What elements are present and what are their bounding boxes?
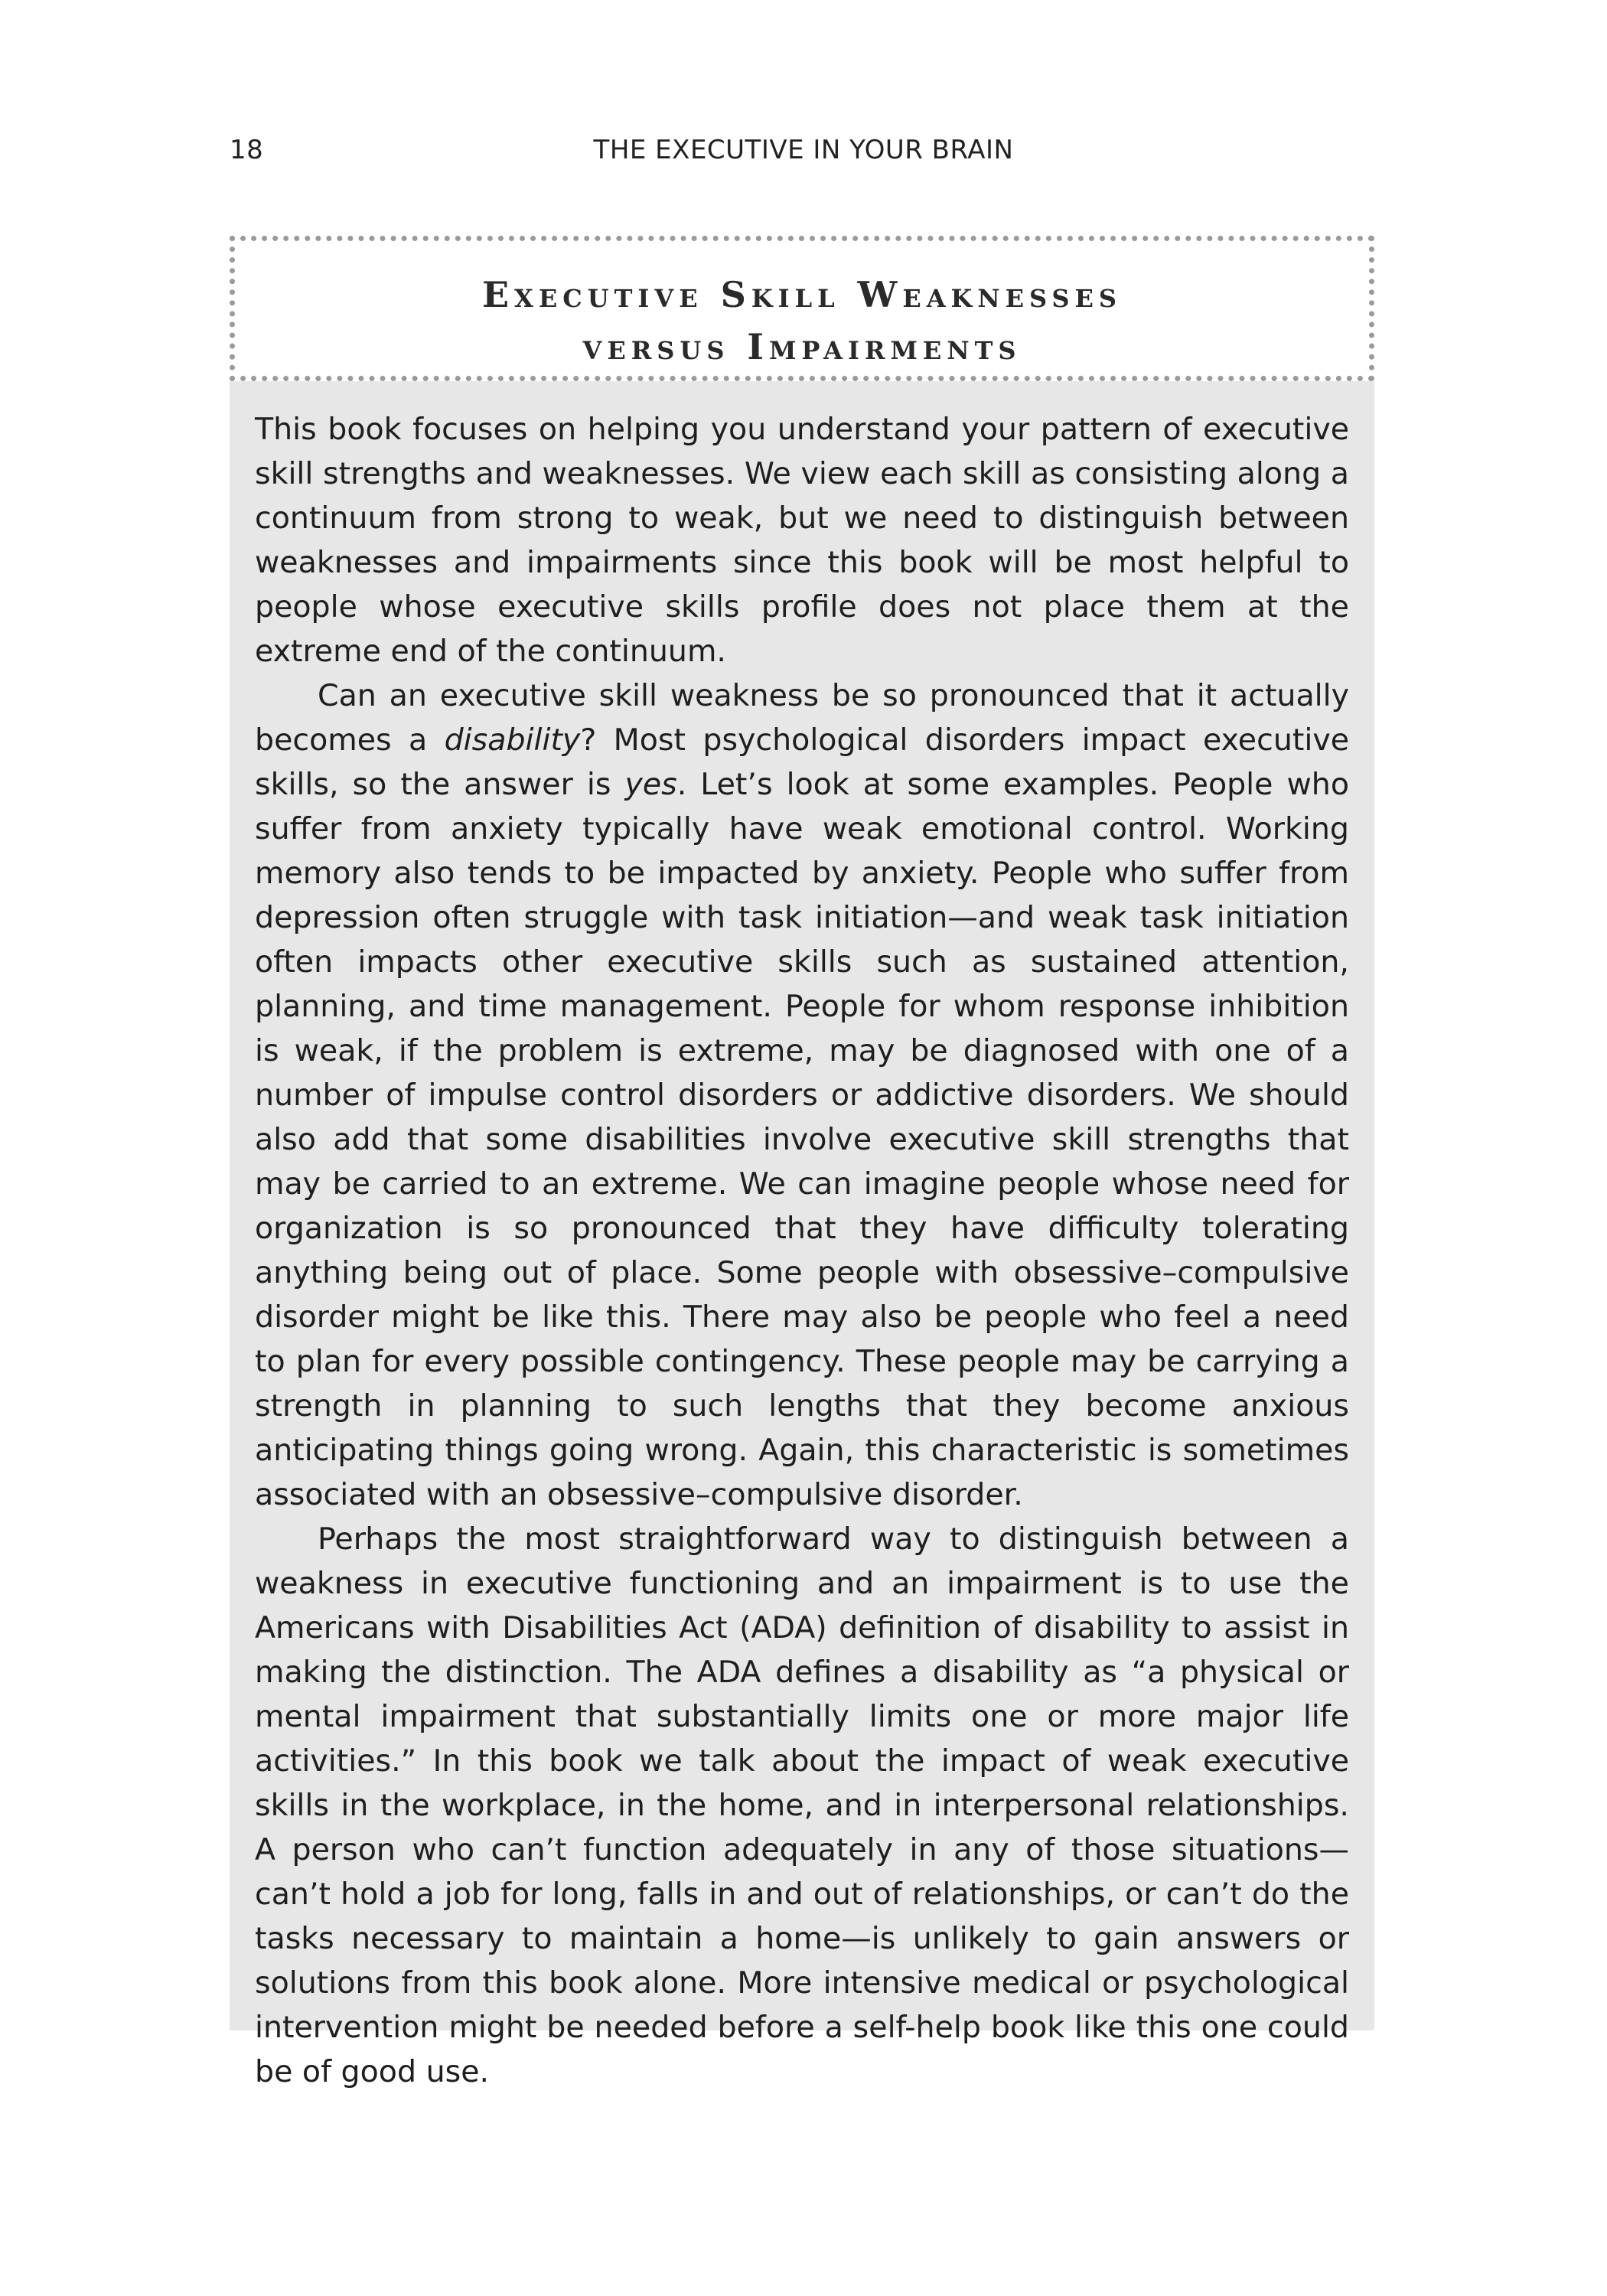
sidebar-header [230,236,1374,381]
sidebar-box [230,236,1374,2089]
sidebar-body [255,407,1349,2094]
paragraph-2-text-a: Can an executive skill weakness be so pronounced that it actually becomes a [255,678,1349,758]
paragraph-3: Perhaps the most straightforward way to distinguish between a weakness in executive functioning and an impairment is to use the Americans with Disabilities Act (ADA) definition of disability to assist in making the distinction. The ADA defines a disability as “a physical or mental impairment that substantially limits one or more major life activities.” In this book we talk about the impact of weak executive skills in the workplace, in the home, and in interpersonal relationships. A person who can’t function adequately in any of those situations—can’t hold a job for long, falls in and out of relationships, or can’t do the tasks necessary to maintain a home—is unlikely to gain answers or solutions from this book alone. More intensive medical or psychological intervention might be needed before a self-help book like this one could be of good use. [255,1521,1349,2089]
sidebar-title [235,269,1369,373]
sidebar-title-line-1: Executive Skill Weaknesses [481,274,1123,315]
paragraph-1: This book focuses on helping you understand your pattern of executive skill strengths and weaknesses. We view each skill as consisting along a continuum from strong to weak, but we need to distinguish between weaknesses and impairments since this book will be most helpful to people whose executive skills profile does not place them at the extreme end of the continuum. [255,412,1349,669]
sidebar-title-line-2: versus Impairments [582,326,1022,367]
paragraph-2-text-c: ? Most psychological disorders impact executive skills, so the answer is [255,722,1349,802]
paragraph-2 [255,673,1349,1517]
running-title: THE EXECUTIVE IN YOUR BRAIN [593,135,1014,165]
paragraph-2-italic-yes: yes [624,767,677,802]
running-head [230,135,1377,173]
page-number: 18 [230,135,264,165]
paragraph-2-text-e: . Let’s look at some examples. People who suffer from anxiety typically have weak emotional control. Working memory also tends to be impacted by anxiety. People who suffer from depression often struggle with task initiation—and weak task initiation often impacts other executive skills such as sustained attention, planning, and time management. People for whom response inhibition is weak, if the problem is extreme, may be diagnosed with one of a number of impulse control disorders or addictive disorders. We should also add that some disabilities involve executive skill strengths that may be carried to an extreme. We can imagine people whose need for organization is so pronounced that they have difficulty tolerating anything being out of place. Some people with obsessive–compulsive disorder might be like this. There may also be people who feel a need to plan for every possible contingency. These people may be carrying a strength in planning to such lengths that they become anxious anticipating things going wrong. Again, this characteristic is sometimes associated with an obsessive–compulsive disorder. [255,767,1349,1512]
paragraph-2-italic-disability: disability [444,722,581,758]
